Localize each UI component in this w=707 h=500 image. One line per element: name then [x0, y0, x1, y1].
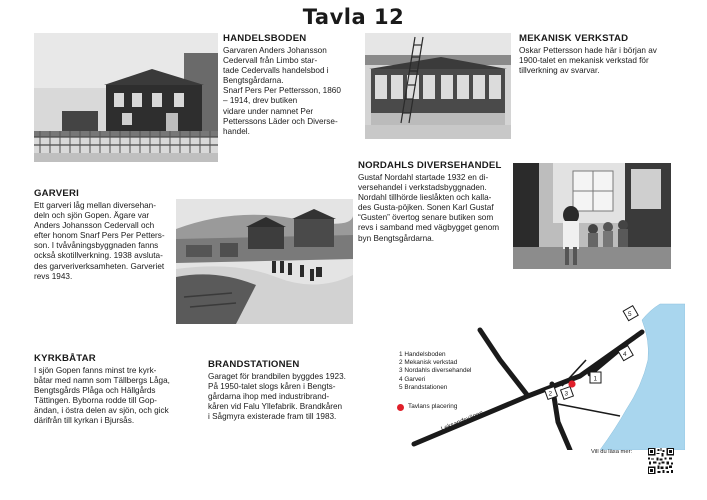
legend-item: 4 Garveri	[399, 375, 426, 383]
board-title: Tavla 12	[302, 5, 405, 29]
garveri-text: Ett garveri låg mellan diversehan- deln och sjön Gopen. Ägare var Anders Johansson Cedervall och efter honom Snarf Pers Per Petters- son. I tvåvåningsbyggnaden fanns också skotillverkning. 1938 avsluta- des garveriverksamheten. Garveriet revs 1943.	[34, 201, 165, 281]
qr-code-icon[interactable]	[648, 448, 674, 474]
mekanisk-verkstad-heading: MEKANISK VERKSTAD	[519, 33, 629, 44]
qr-label: Vill du läsa mer:	[591, 449, 633, 455]
legend-item: 5 Brandstationen	[399, 383, 448, 391]
placement-dot-icon	[397, 404, 404, 411]
nordahls-heading: NORDAHLS DIVERSEHANDEL	[358, 160, 502, 171]
placement-label: Tavlans placering	[408, 403, 458, 410]
road-label: Leksandsvägen	[440, 409, 485, 433]
legend-item: 1 Handelsboden	[399, 351, 446, 358]
road-side	[590, 344, 626, 374]
map-marker-1: 1	[593, 375, 598, 383]
map-marker-2: 2	[548, 390, 553, 398]
map-legend	[399, 351, 509, 392]
map-marker-5: 5	[628, 311, 632, 318]
garveri-photo	[176, 199, 353, 324]
handelsboden-text: Garvaren Anders Johansson Cedervall från Limbo star- tade Cedervalls handelsbod i Bengtsgårdarna. Snarf Pers Per Pettersson, 1860 – 1914, drev butiken vidare under namnet Per Petterssons Läder och Diverse- handel.	[223, 46, 341, 136]
handelsboden-photo	[34, 33, 218, 162]
nordahls-photo	[513, 163, 671, 269]
mekanisk-verkstad-photo	[365, 33, 511, 139]
legend-item: 2 Mekanisk verkstad	[399, 359, 458, 367]
kyrkbatar-text: I sjön Gopen fanns minst tre kyrk- båtar med namn som Tällbergs Låga, Bengtsgårds Plåga och Hällgårds Tättingen. Byborna rodde till Gop- ändan, i östra delen av sjön, och gick därifrån till kyrkan i Bjursås.	[34, 366, 170, 426]
placement-legend	[397, 403, 457, 411]
garveri-heading: GARVERI	[34, 188, 79, 199]
placement-dot	[568, 380, 575, 387]
lake-gopen	[600, 304, 685, 450]
brandstationen-heading: BRANDSTATIONEN	[208, 359, 300, 370]
kyrkbatar-heading: KYRKBÅTAR	[34, 353, 96, 364]
legend-item: 3 Nordahls diversehandel	[399, 367, 472, 375]
nordahls-text: Gustaf Nordahl startade 1932 en di- versehandel i verkstadsbyggnaden. Nordahl tillhörde lieslåkten och kalla- des Gusta-pöjken. Sonen Karl Gustaf “Gusten” övertog senare butiken som revs i samband med vägbygget genom byn Bengtsgårdarna.	[358, 173, 500, 243]
mekanisk-verkstad-text: Oskar Pettersson hade här i början av 1900-talet en mekanisk verkstad för tillverkning av svarvar.	[519, 46, 657, 76]
map-marker-3: 3	[564, 390, 569, 398]
map-marker-4: 4	[623, 351, 627, 358]
handelsboden-heading: HANDELSBODEN	[223, 33, 307, 44]
brandstationen-text: Garaget för brandbilen byggdes 1923. På 1950-talet slogs kåren i Bengts- gårdarna ihop med industribrand- kåren vid Falu Yllefabrik. Brandkåren i Sågmyra existerade fram till 1983.	[208, 372, 346, 422]
